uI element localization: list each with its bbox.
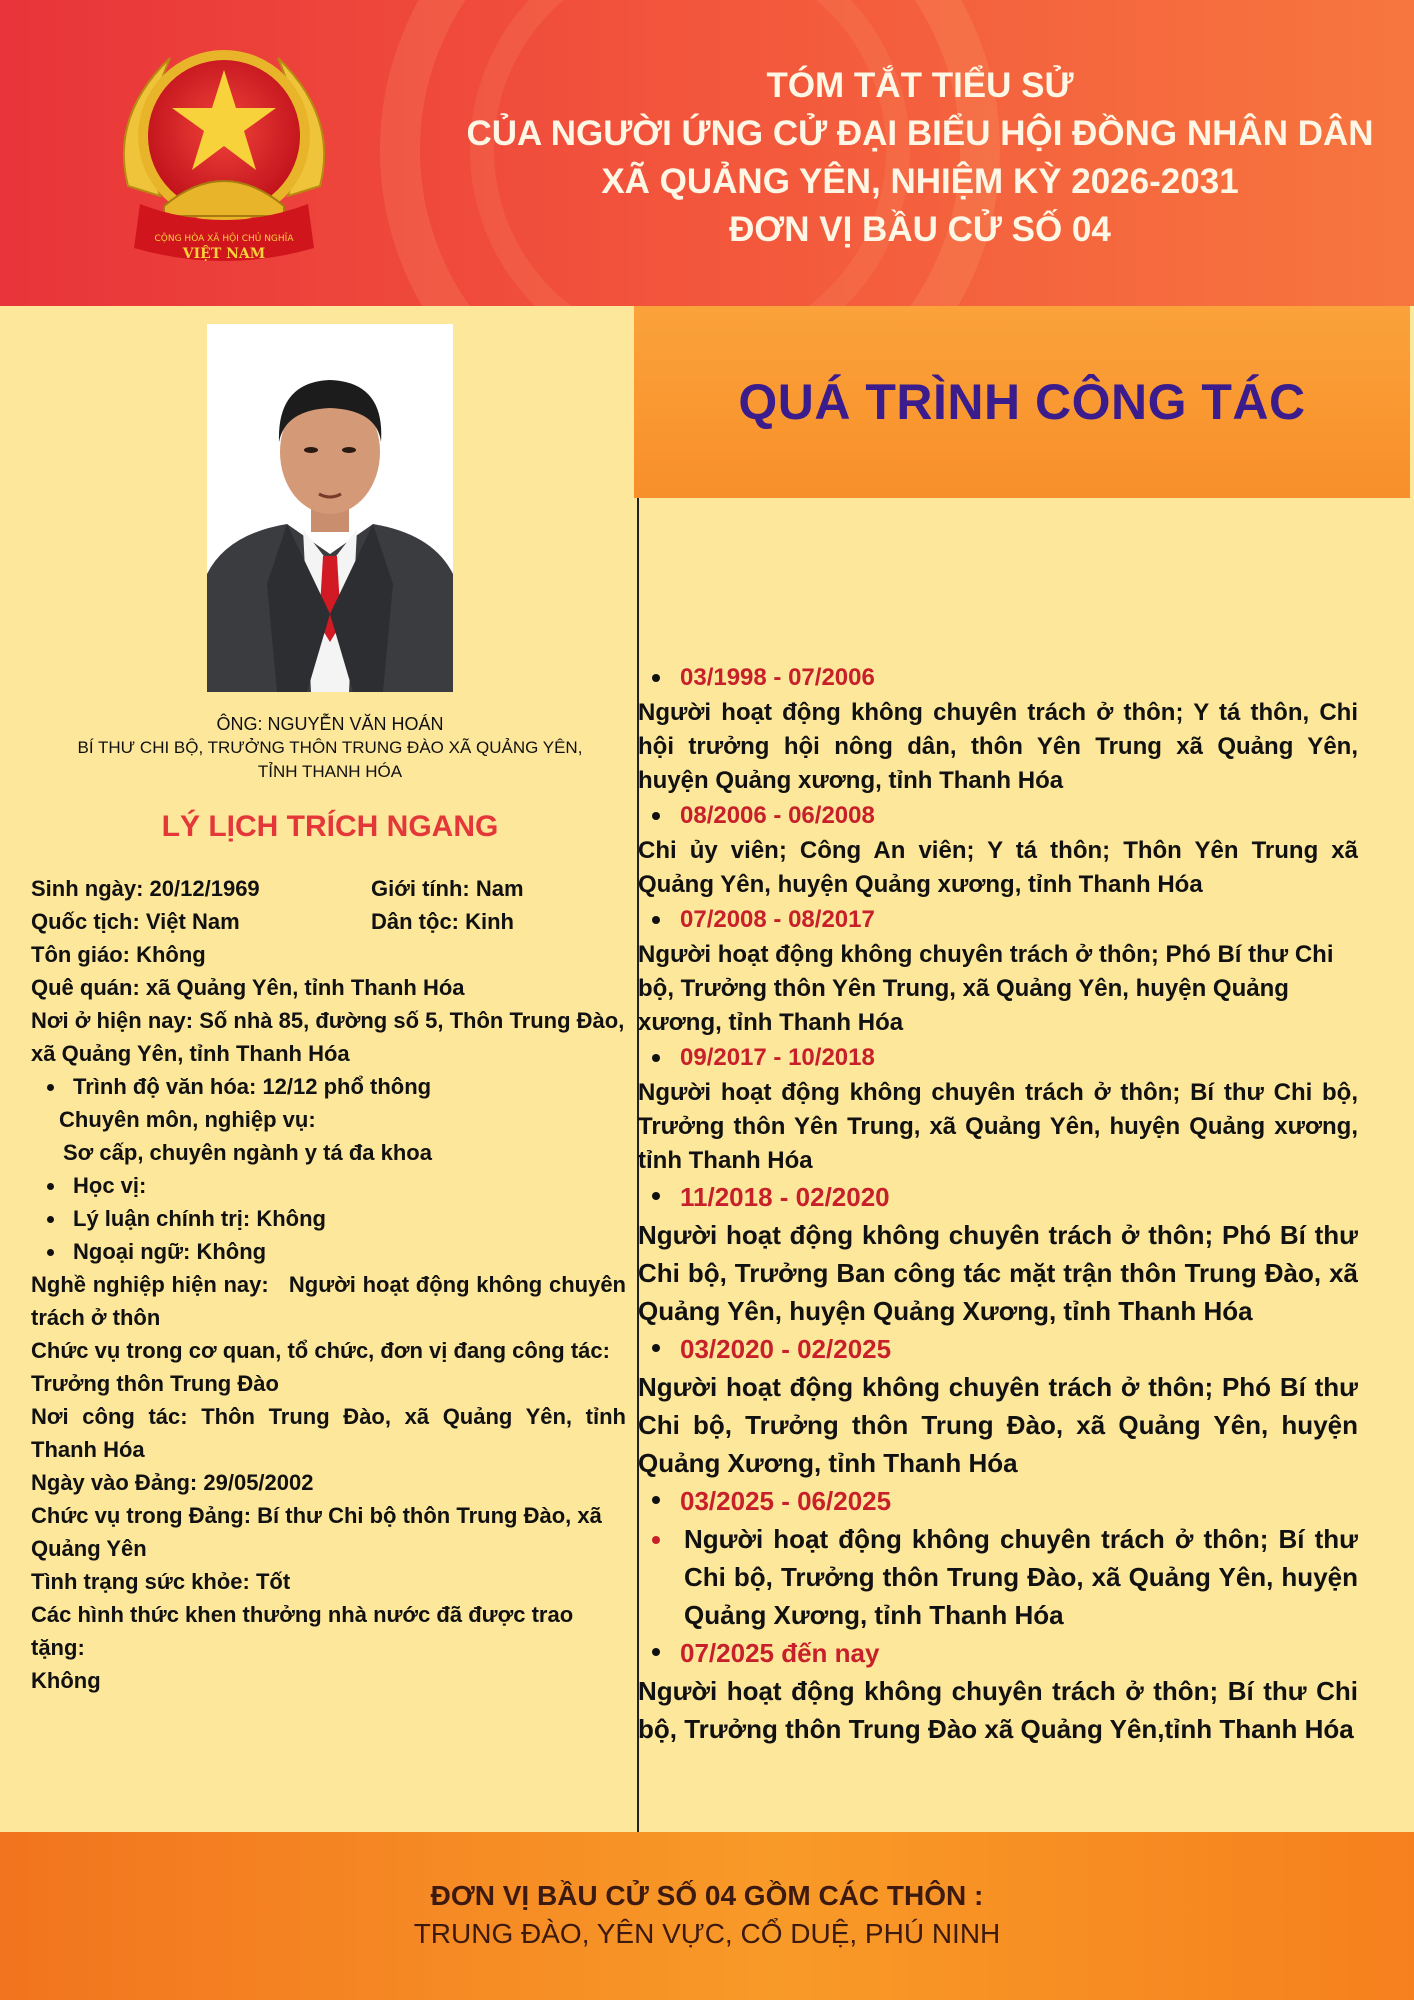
bio-politics: Lý luận chính trị: Không (31, 1202, 626, 1235)
bio-section-title: LÝ LỊCH TRÍCH NGANG (161, 810, 499, 843)
footer-heading: ĐƠN VỊ BẦU CỬ SỐ 04 GỒM CÁC THÔN : (430, 1880, 984, 1911)
bio-residence: Nơi ở hiện nay: Số nhà 85, đường số 5, Thôn Trung Đào, xã Quảng Yên, tỉnh Thanh Hóa (31, 1008, 625, 1066)
bio-specialty-label: Chuyên môn, nghiệp vụ: (59, 1107, 316, 1132)
footer-village-list: TRUNG ĐÀO, YÊN VỰC, CỔ DUỆ, PHÚ NINH (413, 1918, 1001, 1949)
work-entry-desc: Người hoạt động không chuyên trách ở thôn; Phó Bí thư Chi bộ, Trưởng thôn Yên Trung, xã Quảng Yên, huyện Quảng xương, tỉnh Thanh Hóa (638, 941, 1334, 1036)
candidate-role-line-2: TỈNH THANH HÓA (257, 762, 403, 781)
candidate-portrait (207, 324, 453, 692)
bio-gender: Giới tính: Nam (371, 876, 524, 901)
bio-party-date: Ngày vào Đảng: 29/05/2002 (31, 1470, 314, 1495)
bio-nationality: Quốc tịch: Việt Nam (31, 909, 240, 934)
work-entry-date: 03/2025 - 06/2025 (638, 1482, 1358, 1520)
work-entry-date: 09/2017 - 10/2018 (638, 1040, 1358, 1076)
bio-position-value: Trưởng thôn Trung Đào (31, 1371, 279, 1396)
work-entry-desc: Người hoạt động không chuyên trách ở thôn; Bí thư Chi bộ, Trưởng thôn Trung Đào xã Quảng Yên,tỉnh Thanh Hóa (638, 1676, 1358, 1744)
bio-specialty-value: Sơ cấp, chuyên ngành y tá đa khoa (63, 1140, 432, 1165)
title-line-1: TÓM TẮT TIỂU SỬ (766, 66, 1074, 105)
candidate-role-line-1: BÍ THƯ CHI BỘ, TRƯỞNG THÔN TRUNG ĐÀO XÃ QUẢNG YÊN, (77, 738, 583, 757)
candidate-name-block (20, 712, 640, 784)
work-entry-desc: Người hoạt động không chuyên trách ở thôn; Bí thư Chi bộ, Trưởng thôn Yên Trung, xã Quảng Yên, huyện Quảng xương, tỉnh Thanh Hóa (638, 1079, 1358, 1174)
bio-awards-label: Các hình thức khen thưởng nhà nước đã được trao tặng: (31, 1602, 574, 1660)
bio-religion: Tôn giáo: Không (31, 942, 206, 967)
bio-workplace: Nơi công tác: Thôn Trung Đào, xã Quảng Yên, tỉnh Thanh Hóa (31, 1404, 626, 1462)
bio-list (31, 1070, 626, 1103)
work-entry-date: 03/1998 - 07/2006 (638, 660, 1358, 696)
bio-awards-value: Không (31, 1668, 101, 1693)
work-entry-date: 08/2006 - 06/2008 (638, 798, 1358, 834)
title-line-4: ĐƠN VỊ BẦU CỬ SỐ 04 (729, 210, 1111, 249)
bio-health: Tình trạng sức khỏe: Tốt (31, 1569, 291, 1594)
bio-party-position: Chức vụ trong Đảng: Bí thư Chi bộ thôn Trung Đào, xã Quảng Yên (31, 1503, 602, 1561)
work-entry-date: 07/2025 đến nay (638, 1634, 1358, 1672)
emblem-text-2: VIỆT NAM (182, 246, 266, 262)
bio-degree: Học vị: (31, 1169, 626, 1202)
title-line-2: CỦA NGƯỜI ỨNG CỬ ĐẠI BIỂU HỘI ĐỒNG NHÂN DÂN (466, 114, 1374, 153)
work-entry-date: 11/2018 - 02/2020 (638, 1178, 1358, 1216)
work-entry-date: 07/2008 - 08/2017 (638, 902, 1358, 938)
bio-occupation: Nghề nghiệp hiện nay: Người hoạt động không chuyên trách ở thôn (31, 1272, 633, 1330)
work-history-header (634, 306, 1410, 498)
bio-row-nationality-ethnicity (31, 905, 626, 938)
footer-banner (0, 1832, 1414, 2000)
document-title (420, 62, 1414, 254)
work-entry-desc: Chi ủy viên; Công An viên; Y tá thôn; Thôn Yên Trung xã Quảng Yên, huyện Quảng xương, tỉnh Thanh Hóa (638, 837, 1358, 898)
bio-ethnicity: Dân tộc: Kinh (371, 909, 514, 934)
bio-birth-date: Sinh ngày: 20/12/1969 (31, 876, 260, 901)
work-entry-desc: Người hoạt động không chuyên trách ở thôn; Y tá thôn, Chi hội trưởng hội nông dân, thôn Yên Trung xã Quảng Yên, huyện Quảng xương, tỉnh Thanh Hóa (638, 699, 1358, 794)
work-entry-desc: Người hoạt động không chuyên trách ở thôn; Phó Bí thư Chi bộ, Trưởng thôn Trung Đào, xã Quảng Yên, huyện Quảng Xương, tỉnh Thanh Hóa (638, 1372, 1358, 1478)
bio-details (31, 872, 633, 1697)
bio-education: Trình độ văn hóa: 12/12 phổ thông (31, 1070, 626, 1103)
national-emblem-icon (100, 36, 348, 286)
work-entry-desc: Người hoạt động không chuyên trách ở thôn; Bí thư Chi bộ, Trưởng thôn Trung Đào, xã Quảng Yên, huyện Quảng Xương, tỉnh Thanh Hóa (638, 1520, 1358, 1634)
bio-position-label: Chức vụ trong cơ quan, tổ chức, đơn vị đang công tác: (31, 1338, 610, 1363)
work-history-title: QUÁ TRÌNH CÔNG TÁC (738, 374, 1306, 430)
bio-list-2 (31, 1169, 626, 1268)
work-entry-desc: Người hoạt động không chuyên trách ở thôn; Phó Bí thư Chi bộ, Trưởng Ban công tác mặt trận thôn Trung Đào, xã Quảng Yên, huyện Quảng Xương, tỉnh Thanh Hóa (638, 1220, 1358, 1326)
header-banner (0, 0, 1414, 306)
bio-hometown: Quê quán: xã Quảng Yên, tỉnh Thanh Hóa (31, 975, 465, 1000)
candidate-name: ÔNG: NGUYỄN VĂN HOÁN (216, 714, 444, 734)
portrait-image (207, 324, 453, 692)
emblem-text: CỘNG HÒA XÃ HỘI CHỦ NGHĨA (154, 234, 294, 244)
work-history-list (638, 660, 1358, 1748)
bio-language: Ngoại ngữ: Không (31, 1235, 626, 1268)
title-line-3: XÃ QUẢNG YÊN, NHIỆM KỲ 2026-2031 (601, 162, 1239, 201)
bio-row-birth-gender (31, 872, 626, 905)
work-entry-date: 03/2020 - 02/2025 (638, 1330, 1358, 1368)
